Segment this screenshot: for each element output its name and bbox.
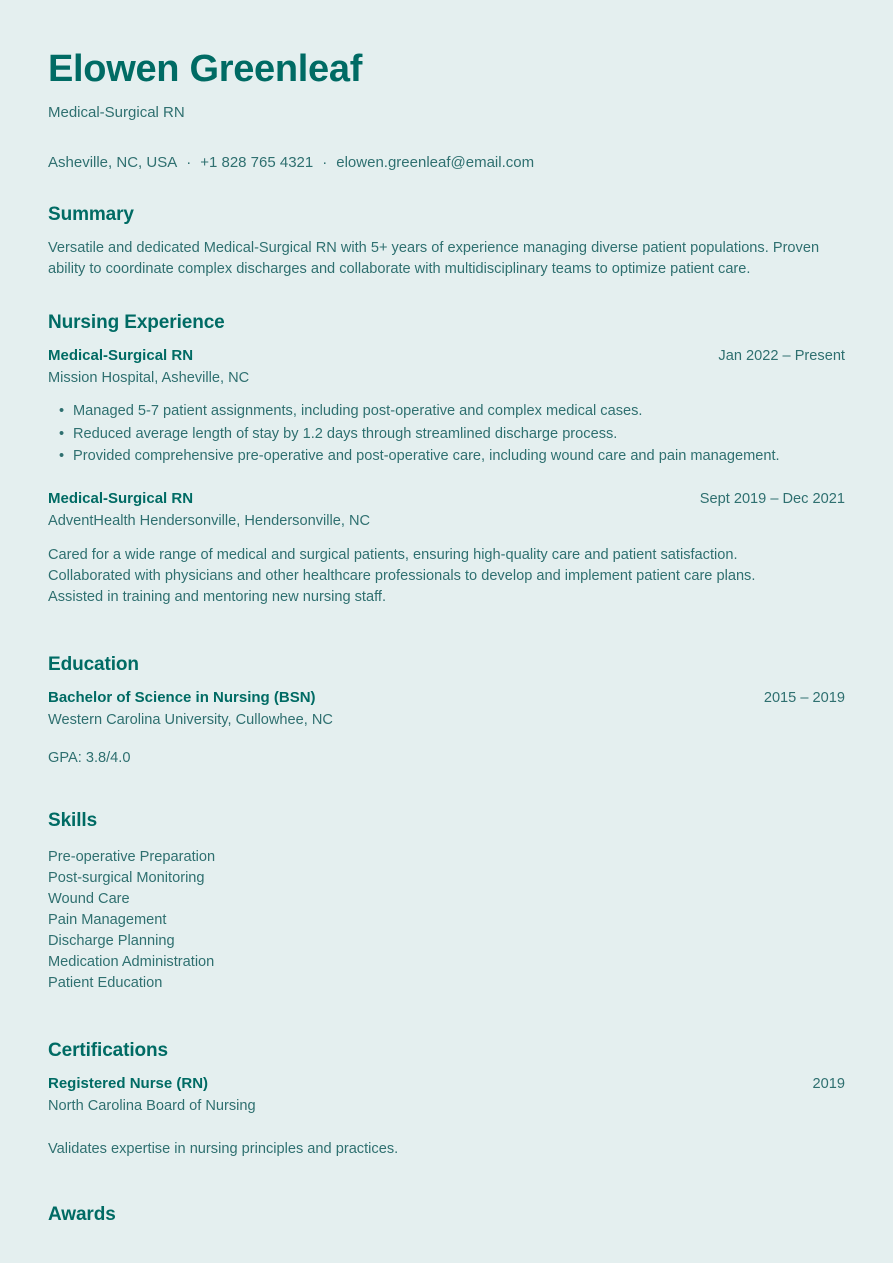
- skill-item: Pre-operative Preparation: [48, 848, 216, 865]
- contact-location: Asheville, NC, USA: [48, 154, 178, 172]
- education-school: Western Carolina University, Cullowhee, NC: [48, 711, 333, 728]
- education-date: 2015 – 2019: [763, 690, 845, 707]
- experience-description: [48, 545, 845, 608]
- education-gpa: GPA: 3.8/4.0: [48, 750, 131, 767]
- resume-header: [48, 48, 845, 173]
- section-experience: [48, 311, 845, 609]
- skills-list: [48, 847, 845, 995]
- education-degree: Bachelor of Science in Nursing (BSN): [48, 689, 316, 707]
- section-certifications: [48, 1039, 845, 1159]
- candidate-headline: Medical-Surgical RN: [48, 103, 185, 121]
- experience-date: Sept 2019 – Dec 2021: [699, 490, 845, 507]
- contact-separator-1: ·: [186, 154, 192, 172]
- experience-entry: [48, 346, 845, 467]
- contact-line: [48, 153, 845, 173]
- experience-role: Medical-Surgical RN: [48, 489, 194, 507]
- section-title-summary: Summary: [48, 203, 134, 225]
- section-title-education: Education: [48, 653, 139, 675]
- skill-item: Discharge Planning: [48, 933, 175, 950]
- contact-email[interactable]: elowen.greenleaf@email.com: [336, 154, 535, 172]
- section-skills: [48, 809, 845, 995]
- education-entry-header: [48, 688, 845, 709]
- section-title-skills: Skills: [48, 809, 98, 831]
- section-education: [48, 653, 845, 769]
- certification-date: 2019: [812, 1076, 845, 1093]
- experience-description-line: Cared for a wide range of medical and surgical patients, ensuring high-quality care and patient satisfaction.: [48, 547, 738, 564]
- experience-entry-header: [48, 489, 845, 510]
- experience-date: Jan 2022 – Present: [718, 348, 845, 365]
- experience-organization: AdventHealth Hendersonville, Hendersonville, NC: [48, 512, 371, 529]
- experience-description-line: Assisted in training and mentoring new nursing staff.: [48, 589, 387, 606]
- summary-text: Versatile and dedicated Medical-Surgical RN with 5+ years of experience managing diverse patient populations. Proven ability to coordinate complex discharges and collaborate with multidisciplinary teams to optimize patient care.: [48, 240, 820, 278]
- contact-phone: +1 828 765 4321: [200, 154, 314, 172]
- certification-entry: [48, 1074, 845, 1159]
- experience-bullet: • Provided comprehensive pre-operative and post-operative care, including wound care and pain management.: [48, 446, 845, 467]
- section-title-awards: Awards: [48, 1203, 116, 1225]
- certification-name: Registered Nurse (RN): [48, 1075, 209, 1093]
- skill-item: Medication Administration: [48, 954, 215, 971]
- skill-item: Post-surgical Monitoring: [48, 869, 205, 886]
- certification-entry-header: [48, 1074, 845, 1095]
- skill-item: Patient Education: [48, 975, 163, 992]
- contact-separator-2: ·: [322, 154, 328, 172]
- experience-bullet-list: [48, 401, 845, 466]
- certification-issuer: North Carolina Board of Nursing: [48, 1098, 256, 1115]
- section-title-certifications: Certifications: [48, 1039, 169, 1061]
- section-summary: [48, 203, 845, 281]
- section-awards: [48, 1203, 845, 1227]
- section-title-experience: Nursing Experience: [48, 311, 225, 333]
- skill-item: Pain Management: [48, 912, 167, 929]
- experience-description-line: Collaborated with physicians and other healthcare professionals to develop and implement patient care plans.: [48, 568, 756, 585]
- experience-bullet: • Managed 5-7 patient assignments, including post-operative and complex medical cases.: [48, 401, 845, 422]
- experience-role: Medical-Surgical RN: [48, 347, 194, 365]
- skill-item: Wound Care: [48, 890, 130, 907]
- education-entry: [48, 688, 845, 769]
- experience-organization: Mission Hospital, Asheville, NC: [48, 370, 250, 387]
- certification-note: Validates expertise in nursing principles and practices.: [48, 1140, 399, 1157]
- experience-entry: [48, 489, 845, 609]
- experience-entry-header: [48, 346, 845, 367]
- experience-bullet: • Reduced average length of stay by 1.2 days through streamlined discharge process.: [48, 424, 845, 445]
- candidate-name: Elowen Greenleaf: [48, 48, 363, 90]
